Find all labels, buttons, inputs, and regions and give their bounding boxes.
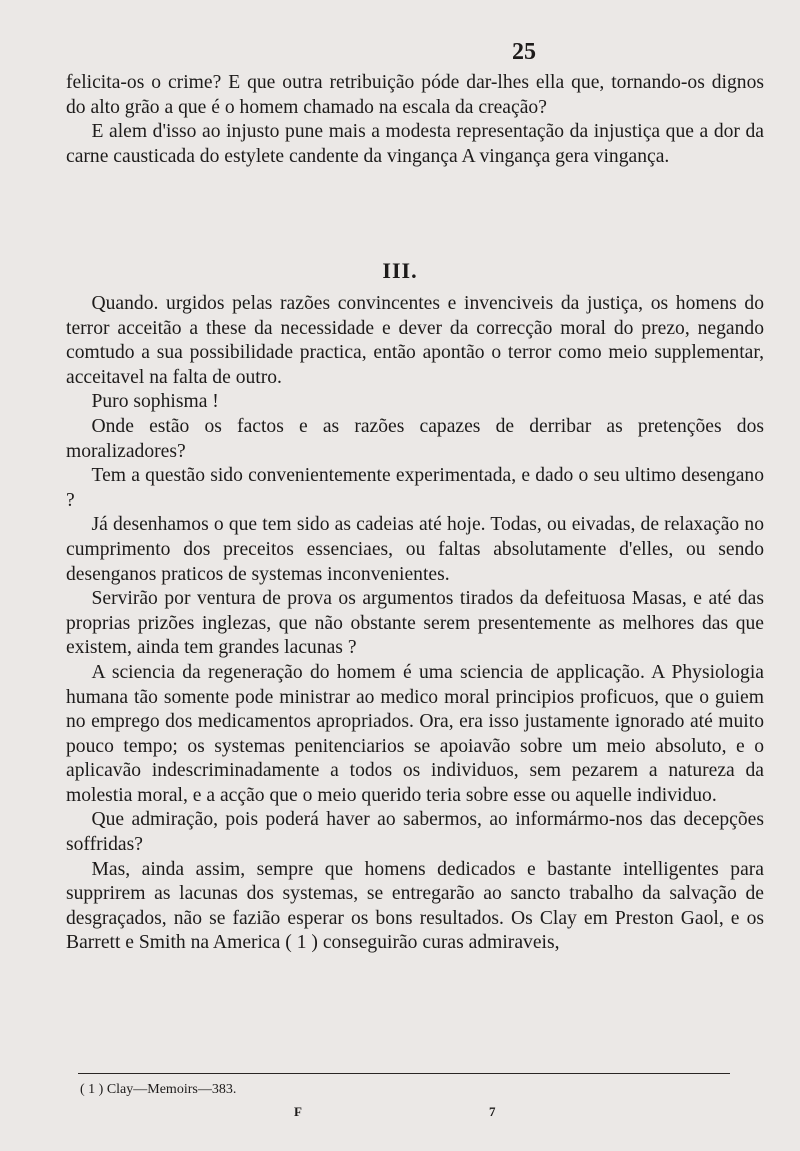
paragraph: Onde estão os factos e as razões capazes de derribar as pretenções dos moralizadores? (66, 415, 764, 462)
paragraph: Que admiração, pois poderá haver ao sabermos, ao informármo-nos das decepções soffridas? (66, 809, 764, 856)
paragraph: Já desenhamos o que tem sido as cadeias até hoje. Todas, ou eivadas, de relaxação no cumprimento dos preceitos essenciaes, ou faltas absolutamente d'elles, ou sendo desenganos praticos de systemas inconvenientes. (66, 514, 764, 585)
paragraph: felicita-os o crime? E que outra retribuição póde dar-lhes ella que, tornando-os dignos do alto grão a que é o homem chamado na escala da creação? (66, 72, 764, 118)
section-text-block (66, 292, 764, 956)
paragraph: Servirão por ventura de prova os argumentos tirados da defeituosa Masas, e até das proprias prizões inglezas, que não obstante serem presentemente as melhores das que existem, ainda tem grandes lacunas ? (66, 588, 764, 659)
opening-text-block (66, 71, 764, 169)
paragraph: Puro sophisma ! (91, 391, 219, 413)
page-number: 25 (512, 39, 536, 65)
paragraph: A sciencia da regeneração do homem é uma sciencia de applicação. A Physiologia humana tão somente pode ministrar ao medico moral principios proficuos, que o guiem no emprego dos medicamentos apropriados. Ora, era isso justamente ignorado até muito pouco tempo; os systemas penitenciarios se apoiavão sobre um meio absoluto, e o aplicavão indescriminadamente a todos os individuos, sem pezarem a natureza da molestia moral, e a acção que o meio querido teria sobre esse ou aquelle individuo. (66, 661, 764, 806)
signature-mark-right: 7 (489, 1104, 496, 1119)
paragraph: Tem a questão sido convenientemente experimentada, e dado o seu ultimo desengano ? (66, 465, 764, 511)
section-heading: III. (382, 258, 418, 283)
footnote-divider (78, 1073, 730, 1074)
paragraph: E alem d'isso ao injusto pune mais a modesta representação da injustiça que a dor da carne causticada do estylete candente da vingança A vingança gera vingança. (66, 121, 764, 167)
signature-mark-left: F (294, 1104, 302, 1119)
paragraph: Quando. urgidos pelas razões convincentes e invenciveis da justiça, os homens do terror acceitão a these da necessidade e dever da correcção moral do prezo, negando comtudo a sua possibilidade practica, então apontão o terror como meio supplementar, acceitavel na falta de outro. (66, 293, 764, 388)
paragraph: Mas, ainda assim, sempre que homens dedicados e bastante intelligentes para supprirem as lacunas dos systemas, se entregarão ao sancto trabalho da salvação de desgraçados, não se fazião esperar os bons resultados. Os Clay em Preston Gaol, e os Barrett e Smith na America ( 1 ) conseguirão curas admiraveis, (66, 858, 764, 954)
footnote: ( 1 ) Clay—Memoirs—383. (80, 1082, 237, 1097)
